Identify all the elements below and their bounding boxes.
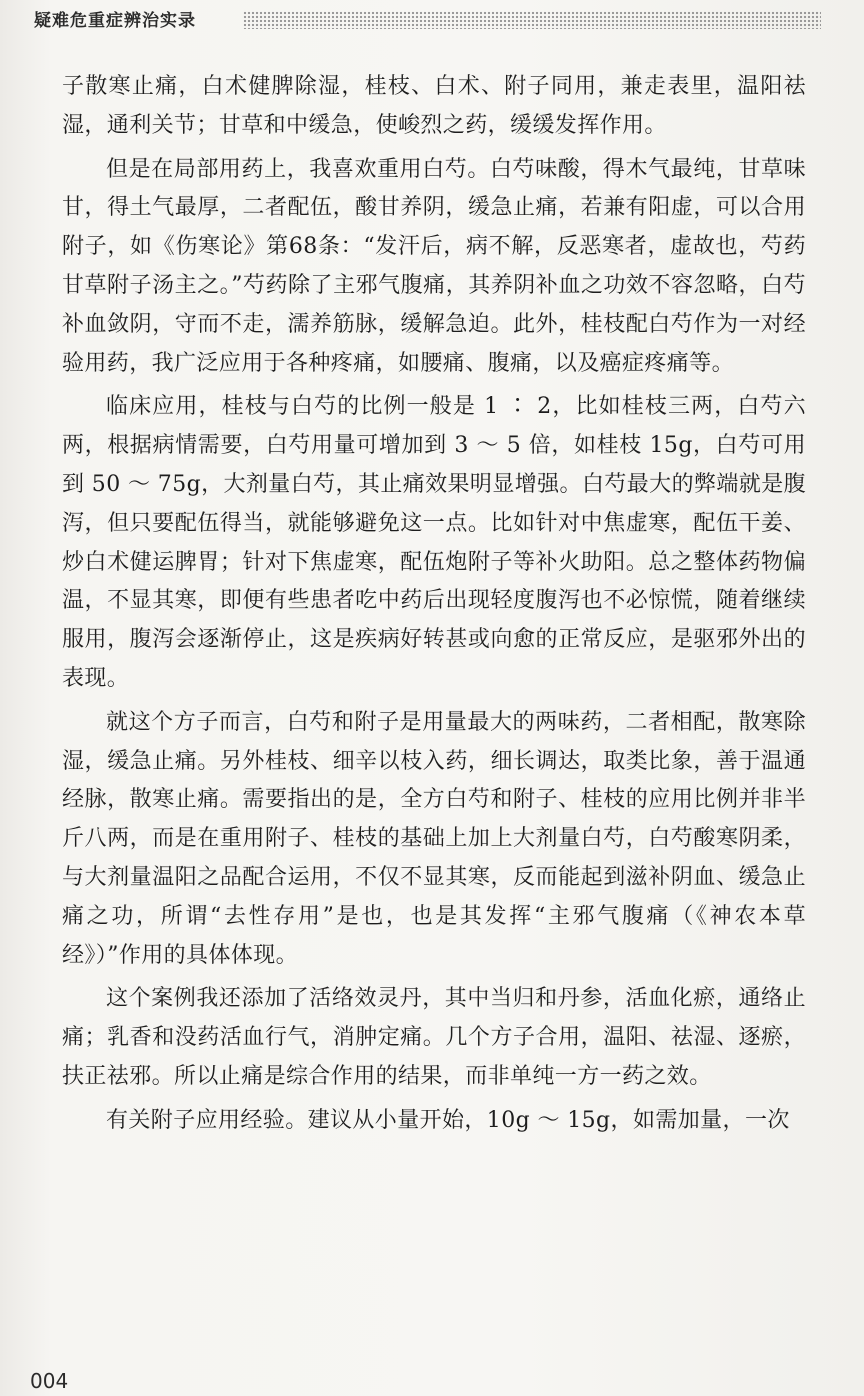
body-text — [62, 68, 806, 1146]
paragraph: 临床应用，桂枝与白芍的比例一般是 1 ∶ 2，比如桂枝三两，白芍六两，根据病情需要，白芍用量可增加到 3 ～ 5 倍，如桂枝 15g，白芍可用到 50 ～ 75g，大剂量白芍，其止痛效果明显增强。白芍最大的弊端就是腹泻，但只要配伍得当，就能够避免这一点。比如针对中焦虚寒，配伍干姜、炒白术健运脾胃；针对下焦虚寒，配伍炮附子等补火助阳。总之整体药物偏温，不显其寒，即便有些患者吃中药后出现轻度腹泻也不必惊慌，随着继续服用，腹泻会逐渐停止，这是疾病好转甚或向愈的正常反应，是驱邪外出的表现。 — [62, 394, 806, 691]
running-header — [0, 0, 864, 40]
paragraph: 但是在局部用药上，我喜欢重用白芍。白芍味酸，得木气最纯，甘草味甘，得土气最厚，二者配伍，酸甘养阴，缓急止痛，若兼有阳虚，可以合用附子，如《伤寒论》第68条：“发汗后，病不解，反恶寒者，虚故也，芍药甘草附子汤主之。”芍药除了主邪气腹痛，其养阴补血之功效不容忽略，白芍补血敛阴，守而不走，濡养筋脉，缓解急迫。此外，桂枝配白芍作为一对经验用药，我广泛应用于各种疼痛，如腰痛、腹痛，以及癌症疼痛等。 — [62, 156, 806, 376]
paragraph: 有关附子应用经验。建议从小量开始，10g ～ 15g，如需加量，一次 — [106, 1107, 790, 1133]
running-header-title: 疑难危重症辨治实录 — [34, 11, 196, 31]
page-number: 004 — [30, 1369, 69, 1393]
paragraph: 就这个方子而言，白芍和附子是用量最大的两味药，二者相配，散寒除湿，缓急止痛。另外桂枝、细辛以枝入药，细长调达，取类比象，善于温通经脉，散寒止痛。需要指出的是，全方白芍和附子、桂枝的应用比例并非半斤八两，而是在重用附子、桂枝的基础上加上大剂量白芍，白芍酸寒阴柔，与大剂量温阳之品配合运用，不仅不显其寒，反而能起到滋补阴血、缓急止痛之功，所谓“去性存用”是也，也是其发挥“主邪气腹痛（《神农本草经》）”作用的具体体现。 — [62, 709, 806, 968]
paragraph-continued: 子散寒止痛，白术健脾除湿，桂枝、白术、附子同用，兼走表里，温阳祛湿，通利关节；甘草和中缓急，使峻烈之药，缓缓发挥作用。 — [62, 74, 806, 138]
paragraph: 这个案例我还添加了活络效灵丹，其中当归和丹参，活血化瘀，通络止痛；乳香和没药活血行气，消肿定痛。几个方子合用，温阳、祛湿、逐瘀，扶正祛邪。所以止痛是综合作用的结果，而非单纯一方一药之效。 — [62, 986, 806, 1089]
header-dot-rule — [243, 11, 821, 29]
